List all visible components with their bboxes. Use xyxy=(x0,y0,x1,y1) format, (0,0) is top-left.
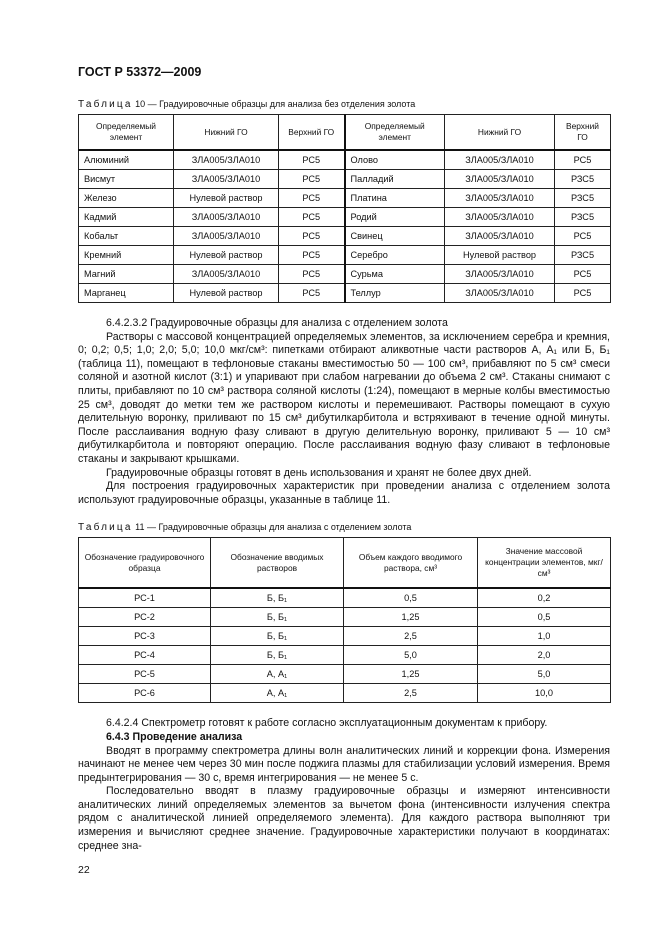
table-cell: РС-6 xyxy=(79,684,211,703)
table-cell: 2,0 xyxy=(478,646,611,665)
table-row xyxy=(79,608,611,627)
table-cell: 2,5 xyxy=(344,627,478,646)
table-cell: Сурьма xyxy=(345,265,445,284)
table-cell: ЗЛА005/ЗЛА010 xyxy=(445,208,555,227)
table-cell: Висмут xyxy=(79,170,174,189)
document-page xyxy=(78,0,610,897)
table-cell: 5,0 xyxy=(478,665,611,684)
table-cell: ЗЛА005/ЗЛА010 xyxy=(445,227,555,246)
table-cell: РС5 xyxy=(279,246,345,265)
paragraph: Растворы с массовой концентрацией определяемых элементов, за исключением серебра и кремния, 0; 0,2; 0,5; 1,0; 2,0; 5,0; 10,0 мкг/см³: пипетками отбирают аликвотные части растворов А, А₁ или Б, Б₁ (таблица 11), помещают в тефлоновые стаканы вместимостью 50 — 100 см³, прибавляют по 5 см³ смеси соляной и азотной кислот (3:1) и упаривают при слабом нагревании до объема 2 см³. Стаканы снимают с плиты, прибавляют по 10 см³ раствора соляной кислоты (1:24), помещают в мерные колбы вместимостью 25 см³, доводят до метки тем же раствором кислоты и перемешивают. Растворы помещают в сухую делительную воронку, приливают по 15 см³ дибутилкарбитола и встряхивают в течение одной минуты. После расслаивания водную фазу сливают в другую делительную воронку, приливают 5 — 10 см³ дибутилкарбитола и повторяют операцию. После расслаивания водную фазу сливают в тефлоновые стаканы и закрывают крышками. xyxy=(78,330,610,465)
paragraph: 6.4.2.4 Спектрометр готовят к работе согласно эксплуатационным документам к прибору. xyxy=(106,717,548,730)
table-cell: ЗЛА005/ЗЛА010 xyxy=(174,227,279,246)
caption-word: Таблица xyxy=(78,522,133,534)
table-cell: ЗЛА005/ЗЛА010 xyxy=(445,170,555,189)
table-cell: Б, Б₁ xyxy=(211,646,344,665)
table-cell: Палладий xyxy=(345,170,445,189)
caption-text: 11 — Градуировочные образцы для анализа с отделением золота xyxy=(135,522,412,533)
table-cell: Нулевой раствор xyxy=(445,246,555,265)
table-cell: Железо xyxy=(79,189,174,208)
table-cell: Б, Б₁ xyxy=(211,608,344,627)
table-cell: РС-5 xyxy=(79,665,211,684)
table-cell: РС5 xyxy=(555,265,611,284)
table-cell: ЗЛА005/ЗЛА010 xyxy=(174,208,279,227)
column-header: Верхний ГО xyxy=(279,115,345,151)
table-11 xyxy=(78,537,611,703)
table-cell: 1,25 xyxy=(344,665,478,684)
table-row xyxy=(79,150,611,170)
table-row xyxy=(79,227,611,246)
page-number: 22 xyxy=(78,864,90,877)
table-cell: Нулевой раствор xyxy=(174,189,279,208)
table-cell: РС5 xyxy=(279,265,345,284)
table-row xyxy=(79,189,611,208)
paragraph: Для построения градуировочных характеристик при проведении анализа с отделением золота используют градуировочные образцы, указанные в таблице 11. xyxy=(78,480,610,506)
section-6-4-2-3-2 xyxy=(78,317,610,507)
table-cell: ЗЛА005/ЗЛА010 xyxy=(445,150,555,170)
table-cell: РС5 xyxy=(279,189,345,208)
table-cell: РЗС5 xyxy=(555,246,611,265)
table-cell: 5,0 xyxy=(344,646,478,665)
table-cell: Родий xyxy=(345,208,445,227)
table-cell: РС5 xyxy=(279,284,345,303)
column-header: Определяемый элемент xyxy=(345,115,445,151)
column-header: Нижний ГО xyxy=(445,115,555,151)
table-cell: ЗЛА005/ЗЛА010 xyxy=(174,265,279,284)
table-cell: ЗЛА005/ЗЛА010 xyxy=(174,170,279,189)
table-cell: Олово xyxy=(345,150,445,170)
table-row xyxy=(79,684,611,703)
table-cell: А, А₁ xyxy=(211,665,344,684)
column-header: Определяемый элемент xyxy=(79,115,174,151)
table-row xyxy=(79,170,611,189)
table-cell: 10,0 xyxy=(478,684,611,703)
table-cell: РС5 xyxy=(555,284,611,303)
table-cell: РС-3 xyxy=(79,627,211,646)
table-cell: Нулевой раствор xyxy=(174,284,279,303)
paragraph: Последовательно вводят в плазму градуировочные образцы и измеряют интенсивности аналитических линий определяемых элементов за вычетом фона (интенсивности излучения спектра рядом с аналитической линией определяемого элемента). Для каждого раствора выполняют три измерения и вычисляют среднее значение. Градуировочные характеристики получают в координатах: среднее зна- xyxy=(78,785,610,852)
table-row xyxy=(79,627,611,646)
table-cell: Кобальт xyxy=(79,227,174,246)
caption-word: Таблица xyxy=(78,99,133,110)
table-cell: Теллур xyxy=(345,284,445,303)
table-cell: ЗЛА005/ЗЛА010 xyxy=(445,284,555,303)
table-cell: РЗС5 xyxy=(555,170,611,189)
table-row xyxy=(79,208,611,227)
table-cell: 1,25 xyxy=(344,608,478,627)
table-cell: А, А₁ xyxy=(211,684,344,703)
table-cell: 0,2 xyxy=(478,588,611,608)
table-cell: РС5 xyxy=(279,227,345,246)
paragraph: Градуировочные образцы готовят в день использования и хранят не более двух дней. xyxy=(106,466,532,479)
table-row xyxy=(79,588,611,608)
table-cell: РС-2 xyxy=(79,608,211,627)
table-cell: Б, Б₁ xyxy=(211,588,344,608)
table-cell: ЗЛА005/ЗЛА010 xyxy=(445,189,555,208)
table-10 xyxy=(78,114,611,303)
document-header: ГОСТ Р 53372—2009 xyxy=(78,65,202,79)
caption-text: 10 — Градуировочные образцы для анализа без отделения золота xyxy=(135,99,416,109)
table-row xyxy=(79,284,611,303)
header-row xyxy=(79,538,611,589)
table-cell: Кадмий xyxy=(79,208,174,227)
table-cell: РС5 xyxy=(279,150,345,170)
table-cell: 2,5 xyxy=(344,684,478,703)
table-cell: Магний xyxy=(79,265,174,284)
table-row xyxy=(79,646,611,665)
table-cell: Свинец xyxy=(345,227,445,246)
table-cell: 1,0 xyxy=(478,627,611,646)
table-cell: Алюминий xyxy=(79,150,174,170)
table-cell: РС5 xyxy=(279,208,345,227)
table-cell: РС-4 xyxy=(79,646,211,665)
paragraph: Вводят в программу спектрометра длины волн аналитических линий и коррекции фона. Измерения начинают не менее чем через 30 мин после поджига плазмы для стабилизации условий измерения. Время предынтегрирования — 30 с, время интегрирования — не менее 5 с. xyxy=(78,744,610,784)
table10-caption xyxy=(78,98,610,111)
column-header: Значение массовой концентрации элементов, мкг/см³ xyxy=(478,538,611,589)
table-cell: 0,5 xyxy=(478,608,611,627)
table-cell: Марганец xyxy=(79,284,174,303)
section-6-4-3 xyxy=(78,717,610,853)
column-header: Обозначение градуировочного образца xyxy=(79,538,211,589)
header-row xyxy=(79,115,611,151)
table11-caption xyxy=(78,521,610,534)
table-cell: РЗС5 xyxy=(555,208,611,227)
column-header: Обозначение вводимых растворов xyxy=(211,538,344,589)
table-row xyxy=(79,265,611,284)
table-cell: РС5 xyxy=(555,227,611,246)
table-row xyxy=(79,665,611,684)
table-cell: РЗС5 xyxy=(555,189,611,208)
table-row xyxy=(79,246,611,265)
section-title: 6.4.2.3.2 Градуировочные образцы для анализа с отделением золота xyxy=(106,317,448,329)
table-cell: Нулевой раствор xyxy=(174,246,279,265)
table-cell: Серебро xyxy=(345,246,445,265)
table-cell: РС5 xyxy=(555,150,611,170)
table-cell: ЗЛА005/ЗЛА010 xyxy=(174,150,279,170)
section-title: 6.4.3 Проведение анализа xyxy=(106,730,243,743)
table-cell: Кремний xyxy=(79,246,174,265)
column-header: Верхний ГО xyxy=(555,115,611,151)
table-cell: Б, Б₁ xyxy=(211,627,344,646)
column-header: Нижний ГО xyxy=(174,115,279,151)
table-cell: 0,5 xyxy=(344,588,478,608)
table-cell: РС5 xyxy=(279,170,345,189)
table-cell: ЗЛА005/ЗЛА010 xyxy=(445,265,555,284)
table-cell: РС-1 xyxy=(79,588,211,608)
table-cell: Платина xyxy=(345,189,445,208)
column-header: Объем каждого вводимого раствора, см³ xyxy=(344,538,478,589)
